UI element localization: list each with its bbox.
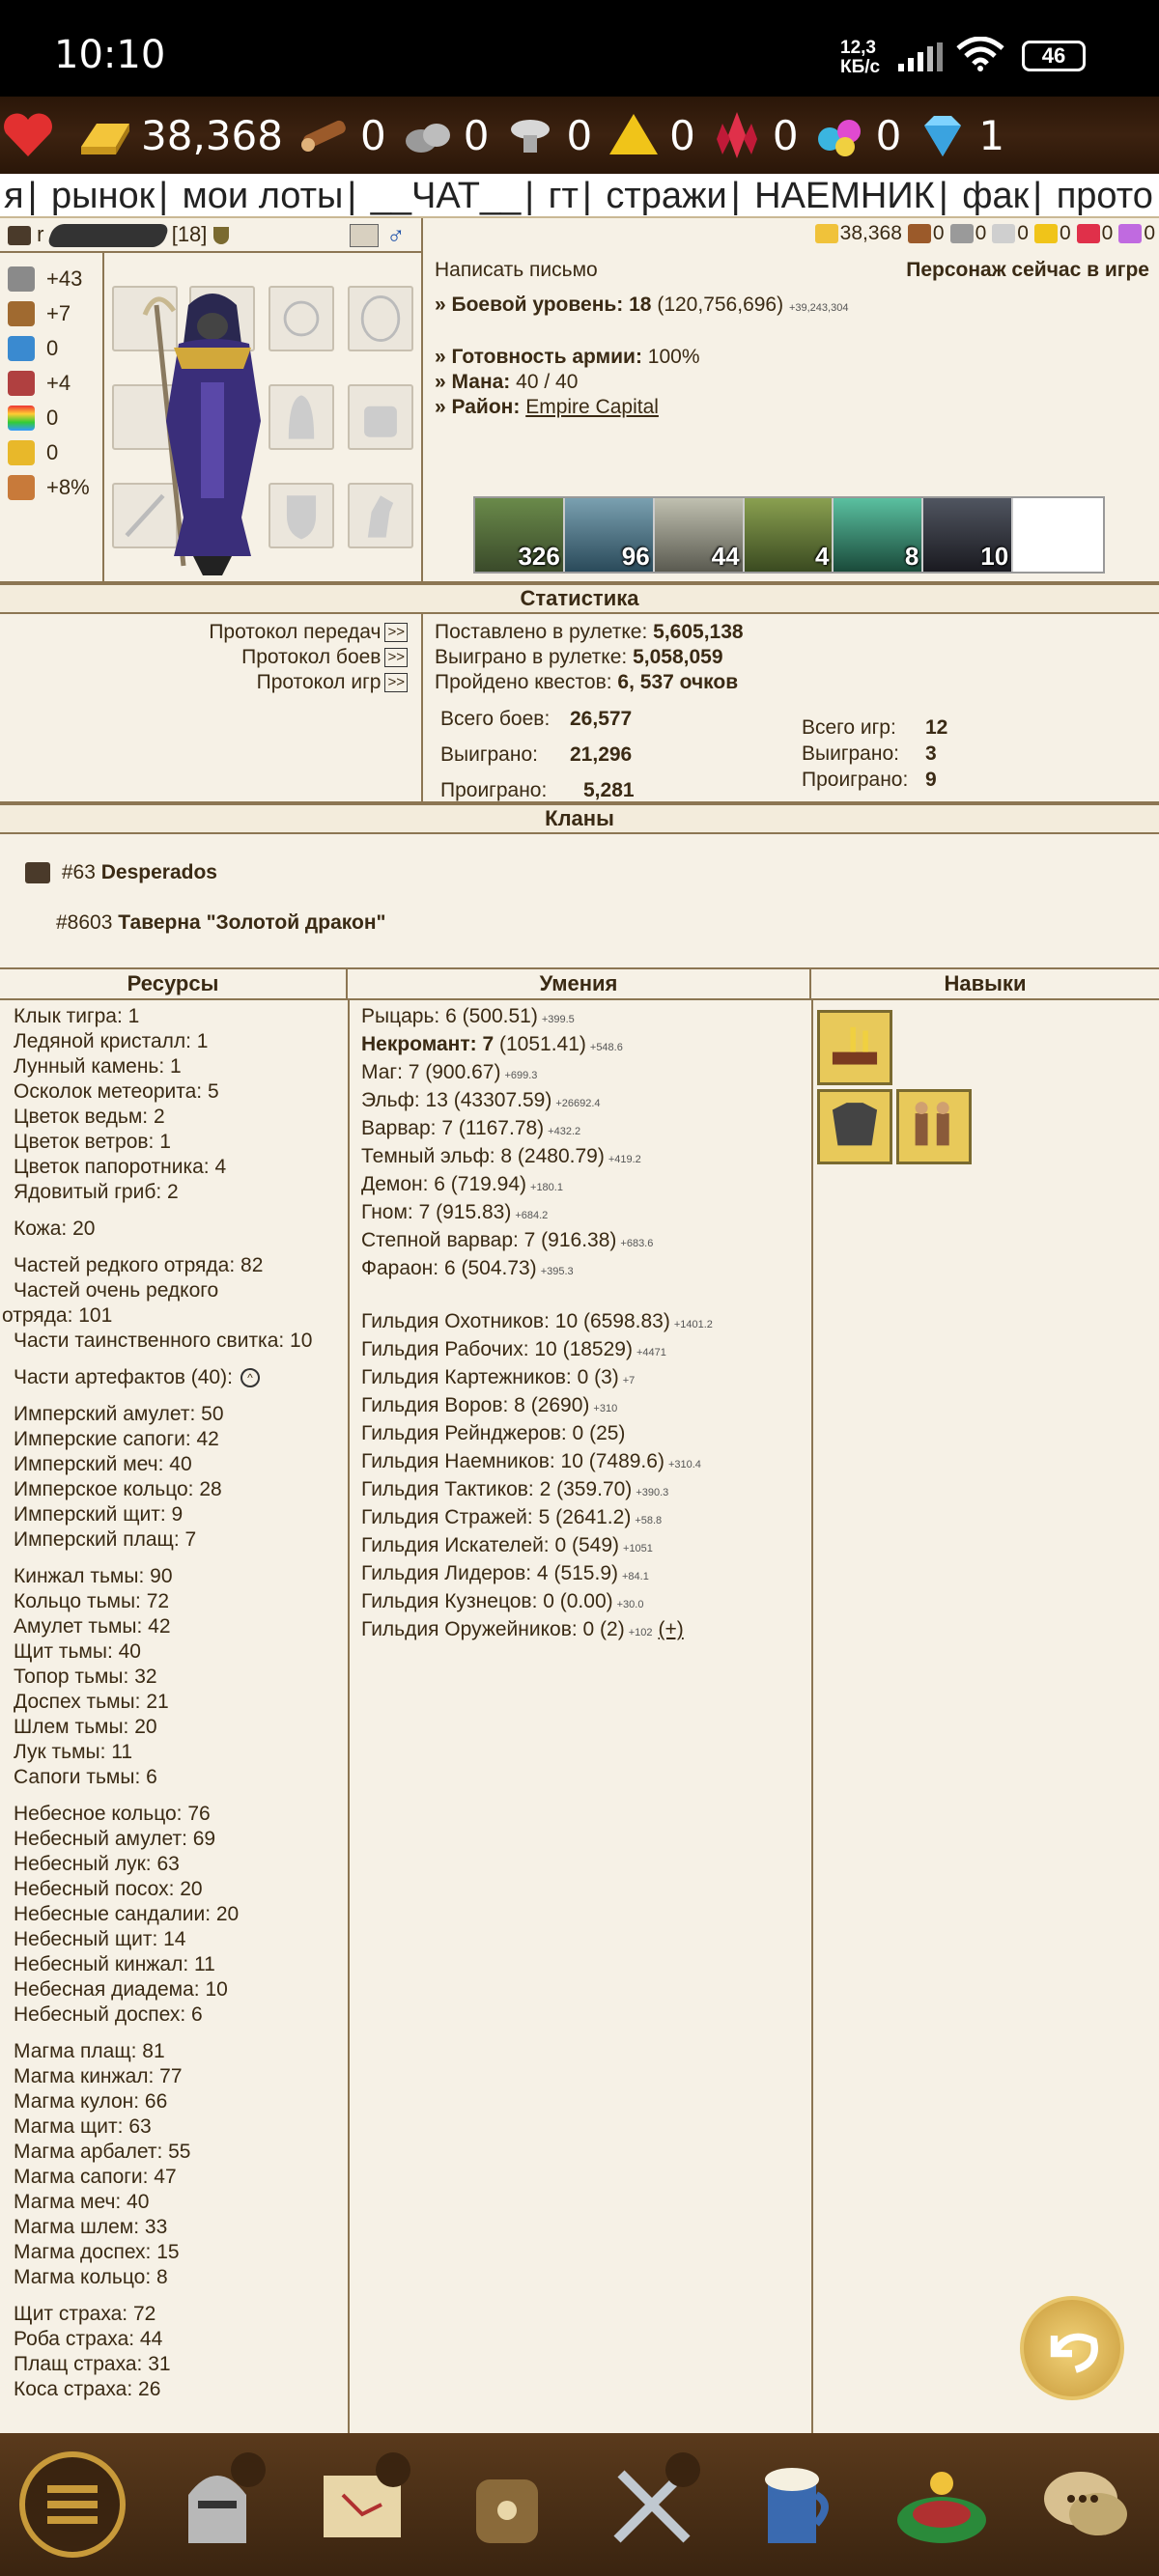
- resource-list-item: Имперский меч: 40: [14, 1453, 192, 1475]
- crystal-icon: [1077, 224, 1100, 243]
- resource-gold[interactable]: 38,368: [77, 110, 283, 160]
- skill-list-item: Гном: 7 (915.83) +684.2: [361, 1201, 549, 1223]
- name-redaction: [45, 224, 170, 247]
- wifi-icon: [956, 37, 1004, 71]
- collapse-icon[interactable]: ^: [240, 1368, 260, 1387]
- protocol-transfers-button[interactable]: >>: [384, 623, 408, 642]
- resource-crystal[interactable]: 0: [709, 110, 799, 160]
- resource-list-item: [14, 1790, 342, 1802]
- resources-list: [2, 1004, 342, 2402]
- skill-list-item: Некромант: 7 (1051.41) +548.6: [361, 1033, 623, 1055]
- books-icon: [820, 1013, 890, 1082]
- stat-attack: +43: [8, 265, 104, 294]
- skill-list-item: Гильдия Кузнецов: 0 (0.00) +30.0: [361, 1590, 644, 1612]
- wand-icon: [8, 336, 35, 361]
- resource-list-item: Небесная диадема: 10: [14, 1978, 228, 2001]
- skill-list-item: Варвар: 7 (1167.78) +432.2: [361, 1117, 581, 1139]
- resource-list-item: Магма доспех: 15: [14, 2241, 180, 2263]
- skill-list-item: Гильдия Воров: 8 (2690) +310: [361, 1394, 618, 1416]
- quests-done: Пройдено квестов: 6, 537 очков: [435, 671, 739, 693]
- resource-list-item: Амулет тьмы: 42: [14, 1615, 171, 1638]
- stat-initiative: +8%: [8, 473, 104, 502]
- skill-list-item: Степной варвар: 7 (916.38) +683.6: [361, 1229, 654, 1251]
- resource-mercury[interactable]: 0: [502, 110, 592, 160]
- resource-list-item: Имперские сапоги: 42: [14, 1428, 219, 1450]
- morale-icon: [8, 440, 35, 465]
- resource-list-item: Небесный доспех: 6: [14, 2003, 203, 2026]
- tavern-button[interactable]: [739, 2447, 855, 2562]
- resource-list-item: Магма арбалет: 55: [14, 2141, 191, 2163]
- statistics-panel: [0, 614, 1159, 803]
- resource-list-item: Сапоги тьмы: 6: [14, 1766, 157, 1788]
- write-letter-link[interactable]: Написать письмо: [435, 259, 598, 281]
- signal-icon: [898, 42, 943, 71]
- district: » Район: Empire Capital: [435, 396, 659, 418]
- expand-guild-button[interactable]: (+): [658, 1618, 684, 1640]
- gems-icon: [1118, 224, 1142, 243]
- resource-list-item: Кинжал тьмы: 90: [14, 1565, 173, 1587]
- resource-list-item: Доспех тьмы: 21: [14, 1691, 169, 1713]
- clan-tavern[interactable]: #8603 Таверна "Золотой дракон": [56, 911, 386, 934]
- nav-item-me[interactable]: я: [4, 176, 24, 216]
- battles-button[interactable]: [594, 2447, 710, 2562]
- protocol-games-button[interactable]: >>: [384, 673, 408, 692]
- resource-list-item: [14, 1553, 342, 1564]
- chat-button[interactable]: [1029, 2447, 1145, 2562]
- resource-list-item: Небесный кинжал: 11: [14, 1953, 215, 1975]
- resource-list-item: Топор тьмы: 32: [14, 1666, 157, 1688]
- resource-list-item: Небесное кольцо: 76: [14, 1803, 211, 1825]
- column-divider: [348, 1000, 350, 2433]
- character-header: [0, 218, 423, 253]
- clan-desperados[interactable]: #63 Desperados: [25, 861, 217, 884]
- nav-item-my-lots[interactable]: мои лоты: [182, 176, 344, 216]
- menu-button[interactable]: [14, 2447, 130, 2562]
- top-nav-menu: я | рынок | мои лоты | __ЧАТ__ | гт | стражи | НАЕМНИК | фак | прото: [0, 174, 1159, 218]
- resource-list-item: Лунный камень: 1: [14, 1055, 182, 1078]
- stat-magic-power: 0: [8, 334, 104, 363]
- wood-icon: [297, 110, 353, 160]
- resource-list-item: отряда: 101: [2, 1304, 113, 1327]
- clans-panel: [0, 834, 1159, 967]
- resource-list-item: [14, 1354, 342, 1365]
- male-icon: ♂: [386, 220, 406, 249]
- diamond-icon: [915, 110, 971, 160]
- resource-list-item: Магма плащ: 81: [14, 2040, 165, 2062]
- ore-icon: [950, 224, 974, 243]
- details-section: [0, 967, 1159, 2433]
- army-unit[interactable]: 44: [655, 498, 745, 572]
- resource-list-item: Небесный амулет: 69: [14, 1828, 216, 1850]
- rainbow-icon: [8, 406, 35, 431]
- resource-gems[interactable]: 0: [812, 110, 902, 160]
- combat-level: » Боевой уровень: 18 (120,756,696) +39,243,304: [435, 294, 849, 316]
- slot-cloak[interactable]: [348, 286, 413, 351]
- player-name[interactable]: r: [37, 222, 44, 246]
- slot-bag[interactable]: [348, 384, 413, 450]
- net-speed: 12,3 КБ/с: [840, 38, 881, 77]
- stat-defense: +7: [8, 299, 104, 328]
- heart-icon: [0, 110, 56, 160]
- menu-icon: [14, 2447, 130, 2562]
- roulette-bet: Поставлено в рулетке: 5,605,138: [435, 621, 744, 643]
- column-divider: [811, 1000, 813, 2433]
- resource-list-item: Ледяной кристалл: 1: [14, 1030, 209, 1052]
- resource-list-item: Клык тигра: 1: [14, 1005, 140, 1027]
- shield-icon: [213, 227, 229, 244]
- nav-item-mercenary[interactable]: НАЕМНИК: [754, 176, 935, 216]
- skills-list: [361, 1004, 806, 1645]
- district-link[interactable]: Empire Capital: [525, 396, 659, 418]
- protocol-transfers: Протокол передач >>: [0, 620, 408, 645]
- back-button[interactable]: [1020, 2296, 1124, 2400]
- book-icon: [8, 371, 35, 396]
- warriors-icon: [899, 1092, 969, 1162]
- map-button[interactable]: [304, 2447, 420, 2562]
- character-equipment: [0, 218, 423, 583]
- skill-list-item: Гильдия Картежников: 0 (3) +7: [361, 1366, 636, 1388]
- resources-header: Ресурсы: [0, 969, 348, 1000]
- resource-ore[interactable]: 0: [400, 110, 490, 160]
- resource-list-item: Имперский щит: 9: [14, 1503, 184, 1526]
- resource-list-item: Имперское кольцо: 28: [14, 1478, 222, 1500]
- skill-list-item: Темный эльф: 8 (2480.79) +419.2: [361, 1145, 641, 1167]
- resource-list-item: Цветок ветров: 1: [14, 1131, 171, 1153]
- mercury-icon: [502, 110, 558, 160]
- abilities-header: Навыки: [811, 969, 1159, 1000]
- resource-list-item: Шлем тьмы: 20: [14, 1716, 157, 1738]
- resource-list-item: [14, 2028, 342, 2039]
- resource-bar: [0, 97, 1159, 174]
- hero-button[interactable]: [159, 2447, 275, 2562]
- stat-luck: 0: [8, 404, 104, 433]
- clan-icon: [25, 862, 50, 883]
- resource-list-item: Небесный посох: 20: [14, 1878, 203, 1900]
- resource-list-item: Магма сапоги: 47: [14, 2166, 177, 2188]
- roulette-icon: [884, 2447, 1000, 2562]
- nav-item-fac[interactable]: фак: [962, 176, 1030, 216]
- nav-item-gt[interactable]: гт: [548, 176, 579, 216]
- gold-icon: [77, 110, 133, 160]
- army-slots: [473, 496, 1105, 574]
- slot-mount[interactable]: [348, 483, 413, 548]
- mirror-icon: [350, 288, 411, 350]
- resource-list-item: Цветок папоротника: 4: [14, 1156, 227, 1178]
- crossed-swords-icon: [594, 2447, 710, 2562]
- stat-morale: 0: [8, 438, 104, 467]
- resource-list-item: Щит страха: 72: [14, 2303, 156, 2325]
- resource-list-item: Роба страха: 44: [14, 2328, 163, 2350]
- clock: 10:10: [54, 33, 166, 77]
- protocols-column: [0, 614, 423, 803]
- resource-list-item: Магма кинжал: 77: [14, 2065, 183, 2087]
- skill-list-item: Эльф: 13 (43307.59) +26692.4: [361, 1089, 601, 1111]
- armor-icon: [820, 1092, 890, 1162]
- resource-list-item: Ядовитый гриб: 2: [14, 1181, 179, 1203]
- ability-slot[interactable]: [817, 1089, 892, 1164]
- character-info: [423, 218, 1159, 583]
- protocol-games: Протокол игр >>: [0, 670, 408, 695]
- resource-list-item: Лук тьмы: 11: [14, 1741, 133, 1763]
- character-panel: [0, 218, 1159, 583]
- online-status: Персонаж сейчас в игре: [906, 259, 1149, 281]
- battery-icon: 46: [1022, 41, 1086, 71]
- character-portrait[interactable]: [135, 276, 290, 575]
- protocol-battles: Протокол боев >>: [0, 645, 408, 670]
- nav-item-protocol[interactable]: прото: [1056, 176, 1153, 216]
- gems-icon: [812, 110, 868, 160]
- sulfur-icon: [1034, 224, 1058, 243]
- chat-icon: [1029, 2447, 1145, 2562]
- army-readiness: » Готовность армии: 100%: [435, 346, 700, 368]
- main-content: [0, 218, 1159, 2433]
- roulette-button[interactable]: [884, 2447, 1000, 2562]
- resource-list-item: Небесный лук: 63: [14, 1853, 180, 1875]
- resource-list-item: Части таинственного свитка: 10: [14, 1330, 313, 1352]
- skill-list-item: Гильдия Наемников: 10 (7489.6) +310.4: [361, 1450, 701, 1472]
- skill-list-item: Гильдия Тактиков: 2 (359.70) +390.3: [361, 1478, 669, 1500]
- player-level: [18]: [171, 222, 208, 246]
- resource-list-item: Небесный щит: 14: [14, 1928, 186, 1950]
- resource-list-item: Осколок метеорита: 5: [14, 1080, 219, 1103]
- status-bar: [0, 0, 1159, 97]
- stat-knowledge: +4: [8, 369, 104, 398]
- resource-list-item: Цветок ведьм: 2: [14, 1106, 165, 1128]
- knight-helmet-icon: [159, 2447, 275, 2562]
- game-stats: Всего игр: 12 Выиграно: 3 Проиграно: 9: [802, 716, 948, 791]
- message-icon[interactable]: [350, 224, 379, 247]
- resource-list-item: Магма кольцо: 8: [14, 2266, 168, 2288]
- gold-icon: [815, 224, 838, 243]
- beer-mug-icon: [739, 2447, 855, 2562]
- bag-icon: [350, 386, 411, 448]
- resource-list-item: Части артефактов (40):: [14, 1366, 233, 1388]
- resource-list-item: Коса страха: 26: [14, 2378, 161, 2400]
- character-stats: [0, 253, 104, 583]
- skill-list-item: Фараон: 6 (504.73) +395.3: [361, 1257, 574, 1279]
- resource-list-item: Магма кулон: 66: [14, 2090, 168, 2113]
- army-unit[interactable]: 96: [565, 498, 655, 572]
- back-arrow-icon: [1024, 2300, 1120, 2396]
- protocol-battles-button[interactable]: >>: [384, 648, 408, 667]
- skill-list-item: [361, 1284, 806, 1309]
- crystal-icon: [709, 110, 765, 160]
- skill-list-item: Гильдия Стражей: 5 (2641.2) +58.8: [361, 1506, 663, 1528]
- resource-list-item: Магма шлем: 33: [14, 2216, 168, 2238]
- wood-icon: [908, 224, 931, 243]
- character-resources: 38,368 0 0 0 0 0 0: [809, 222, 1155, 245]
- resource-list-item: Имперский плащ: 7: [14, 1528, 197, 1551]
- resource-list-item: [14, 1390, 342, 1402]
- statistics-title: Статистика: [0, 583, 1159, 614]
- skill-list-item: Маг: 7 (900.67) +699.3: [361, 1061, 538, 1083]
- nav-item-market[interactable]: рынок: [51, 176, 155, 216]
- resource-list-item: Щит тьмы: 40: [14, 1640, 141, 1663]
- resource-list-item: Кольцо тьмы: 72: [14, 1590, 170, 1612]
- clans-title: Кланы: [0, 803, 1159, 834]
- skill-list-item: Гильдия Охотников: 10 (6598.83) +1401.2: [361, 1310, 713, 1332]
- mana: » Мана: 40 / 40: [435, 371, 579, 393]
- roulette-won: Выиграно в рулетке: 5,058,059: [435, 646, 723, 668]
- ore-icon: [400, 110, 456, 160]
- resource-list-item: Магма щит: 63: [14, 2115, 152, 2138]
- ability-slot[interactable]: [817, 1010, 892, 1085]
- resource-list-item: Частей редкого отряда: 82: [14, 1254, 264, 1276]
- resource-list-item: Имперский амулет: 50: [14, 1403, 224, 1425]
- resource-heart[interactable]: [0, 110, 64, 160]
- resource-list-item: [14, 1242, 342, 1253]
- skills-header: Умения: [348, 969, 811, 1000]
- horse-icon: [350, 485, 411, 546]
- defense-icon: [8, 301, 35, 326]
- attack-icon: [8, 266, 35, 292]
- skill-list-item: Гильдия Искателей: 0 (549) +1051: [361, 1534, 653, 1556]
- bottom-navigation: [0, 2433, 1159, 2576]
- resource-list-item: Магма меч: 40: [14, 2191, 150, 2213]
- skill-list-item: Гильдия Оружейников: 0 (2) +102 (+): [361, 1618, 684, 1640]
- battle-stats: Всего боев: 26,577 Выиграно: 21,296 Проиграно: 5,281: [440, 708, 635, 801]
- resource-list-item: Частей очень редкого: [14, 1279, 219, 1302]
- sulfur-icon: [606, 110, 662, 160]
- resource-list-item: Кожа: 20: [14, 1218, 96, 1240]
- inventory-button[interactable]: [449, 2447, 565, 2562]
- army-unit[interactable]: 8: [834, 498, 923, 572]
- nav-item-guards[interactable]: стражи: [606, 176, 727, 216]
- resource-list-item: [14, 1205, 342, 1217]
- hourglass-icon: [8, 475, 35, 500]
- army-unit[interactable]: 326: [475, 498, 565, 572]
- army-unit[interactable]: 10: [923, 498, 1013, 572]
- resource-diamond[interactable]: 1: [915, 110, 1004, 160]
- resource-list-item: Небесные сандалии: 20: [14, 1903, 240, 1925]
- ability-slot[interactable]: [896, 1089, 972, 1164]
- backpack-icon: [449, 2447, 565, 2562]
- skill-list-item: Демон: 6 (719.94) +180.1: [361, 1173, 563, 1195]
- resource-list-item: Плащ страха: 31: [14, 2353, 171, 2375]
- mercury-icon: [992, 224, 1015, 243]
- stats-values: [435, 620, 744, 695]
- skill-list-item: Рыцарь: 6 (500.51) +399.5: [361, 1005, 575, 1027]
- player-icon: [8, 226, 31, 245]
- skill-list-item: Гильдия Рейнджеров: 0 (25): [361, 1422, 626, 1444]
- skill-list-item: Гильдия Рабочих: 10 (18529) +4471: [361, 1338, 666, 1360]
- army-unit-empty[interactable]: [1013, 498, 1103, 572]
- resource-sulfur[interactable]: 0: [606, 110, 695, 160]
- resource-list-item: [14, 2290, 342, 2302]
- nav-item-chat[interactable]: __ЧАТ__: [370, 176, 522, 216]
- resource-wood[interactable]: 0: [297, 110, 386, 160]
- skill-list-item: Гильдия Лидеров: 4 (515.9) +84.1: [361, 1562, 649, 1584]
- army-unit[interactable]: 4: [745, 498, 834, 572]
- map-icon: [304, 2447, 420, 2562]
